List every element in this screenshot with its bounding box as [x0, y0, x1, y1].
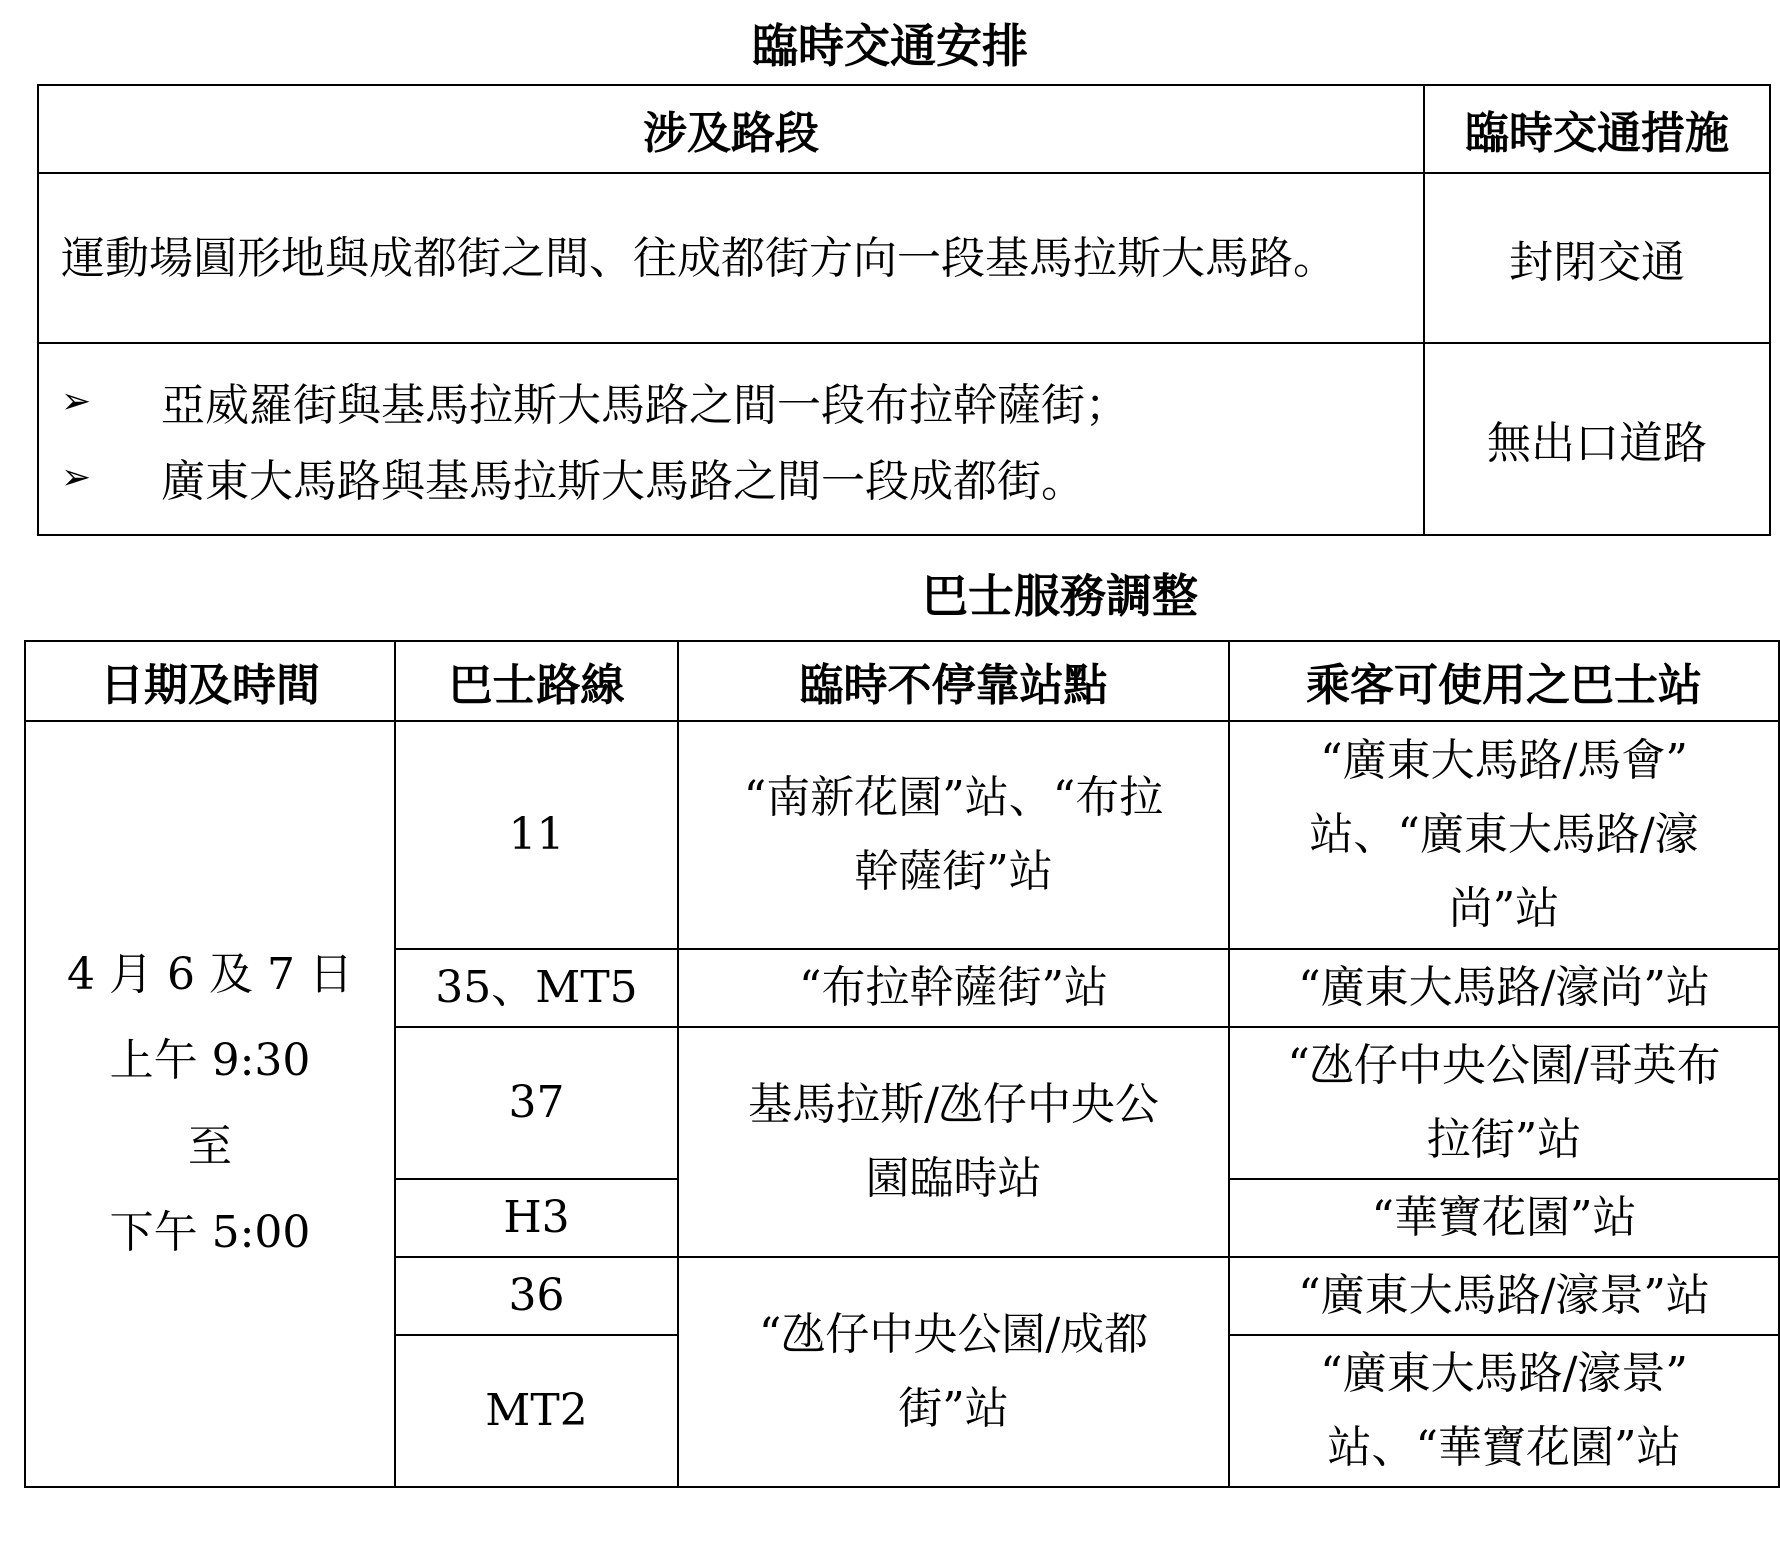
end-time-text: 下午 5:00	[109, 1207, 311, 1258]
traffic-measure-cell: 無出口道路	[1424, 343, 1770, 535]
table-row	[38, 173, 1770, 343]
road-section-cell: 運動場圓形地與成都街之間、往成都街方向一段基馬拉斯大馬路。	[38, 173, 1424, 343]
stop-text: “廣東大馬路/濠尚”站	[1298, 962, 1710, 1013]
bus-route-cell: MT2	[395, 1335, 678, 1487]
bus-route-cell: 36	[395, 1257, 678, 1335]
skipped-stops-cell	[678, 721, 1229, 949]
stop-text: 拉街”站	[1426, 1114, 1582, 1165]
alternative-stops-cell	[1229, 949, 1779, 1027]
alternative-stops-header: 乘客可使用之巴士站	[1229, 641, 1779, 721]
stop-text: “華寶花園”站	[1371, 1192, 1637, 1243]
road-section-cell	[38, 343, 1424, 535]
traffic-arrangement-table	[37, 84, 1771, 536]
bus-route-cell: 35、MT5	[395, 949, 678, 1027]
alternative-stops-cell	[1229, 1257, 1779, 1335]
road-section-text: 亞威羅街與基馬拉斯大馬路之間一段布拉幹薩街；	[161, 380, 1129, 431]
stop-text: “南新花園”站、“布拉	[743, 772, 1164, 823]
list-item	[61, 439, 1409, 515]
date-text: 4 月 6 及 7 日	[67, 949, 353, 1000]
alternative-stops-cell	[1229, 1179, 1779, 1257]
road-section-text: 廣東大馬路與基馬拉斯大馬路之間一段成都街。	[161, 456, 1085, 507]
table-header-row	[25, 641, 1779, 721]
skipped-stops-header: 臨時不停靠站點	[678, 641, 1229, 721]
stop-text: 基馬拉斯/氹仔中央公	[748, 1079, 1159, 1130]
skipped-stops-cell	[678, 1027, 1229, 1257]
skipped-stops-cell	[678, 1257, 1229, 1487]
table-header-row	[38, 85, 1770, 173]
stop-text: “廣東大馬路/濠景”	[1320, 1348, 1688, 1399]
bus-service-title: 巴士服務調整	[922, 569, 1198, 623]
table-row	[25, 721, 1779, 949]
bus-route-cell: H3	[395, 1179, 678, 1257]
bus-service-table	[24, 640, 1780, 1488]
arrow-bullet-icon: ➢	[61, 380, 92, 422]
datetime-header: 日期及時間	[25, 641, 395, 721]
stop-text: “氹仔中央公園/哥英布	[1287, 1040, 1721, 1091]
stop-text: 站、“華寶花園”站	[1327, 1422, 1681, 1473]
stop-text: 站、“廣東大馬路/濠	[1309, 809, 1699, 860]
list-item	[61, 363, 1409, 439]
alternative-stops-cell	[1229, 721, 1779, 949]
stop-text: 尚”站	[1448, 883, 1560, 934]
bus-route-cell: 11	[395, 721, 678, 949]
to-text: 至	[188, 1121, 232, 1172]
stop-text: “廣東大馬路/濠景”站	[1298, 1270, 1710, 1321]
stop-text: 街”站	[898, 1383, 1009, 1434]
traffic-arrangement-title: 臨時交通安排	[752, 19, 1028, 73]
datetime-cell	[25, 721, 395, 1487]
stop-text: “廣東大馬路/馬會”	[1320, 735, 1688, 786]
skipped-stops-cell	[678, 949, 1229, 1027]
bus-route-cell: 37	[395, 1027, 678, 1179]
stop-text: 幹薩街”站	[854, 846, 1053, 897]
road-section-header: 涉及路段	[38, 85, 1424, 173]
alternative-stops-cell	[1229, 1027, 1779, 1179]
stop-text: “布拉幹薩街”站	[799, 962, 1108, 1013]
traffic-measure-cell: 封閉交通	[1424, 173, 1770, 343]
start-time-text: 上午 9:30	[109, 1035, 311, 1086]
alternative-stops-cell	[1229, 1335, 1779, 1487]
stop-text: “氹仔中央公園/成都	[758, 1309, 1149, 1360]
bus-route-header: 巴士路線	[395, 641, 678, 721]
traffic-measure-header: 臨時交通措施	[1424, 85, 1770, 173]
stop-text: 園臨時站	[865, 1153, 1042, 1204]
table-row	[38, 343, 1770, 535]
arrow-bullet-icon: ➢	[61, 456, 92, 498]
